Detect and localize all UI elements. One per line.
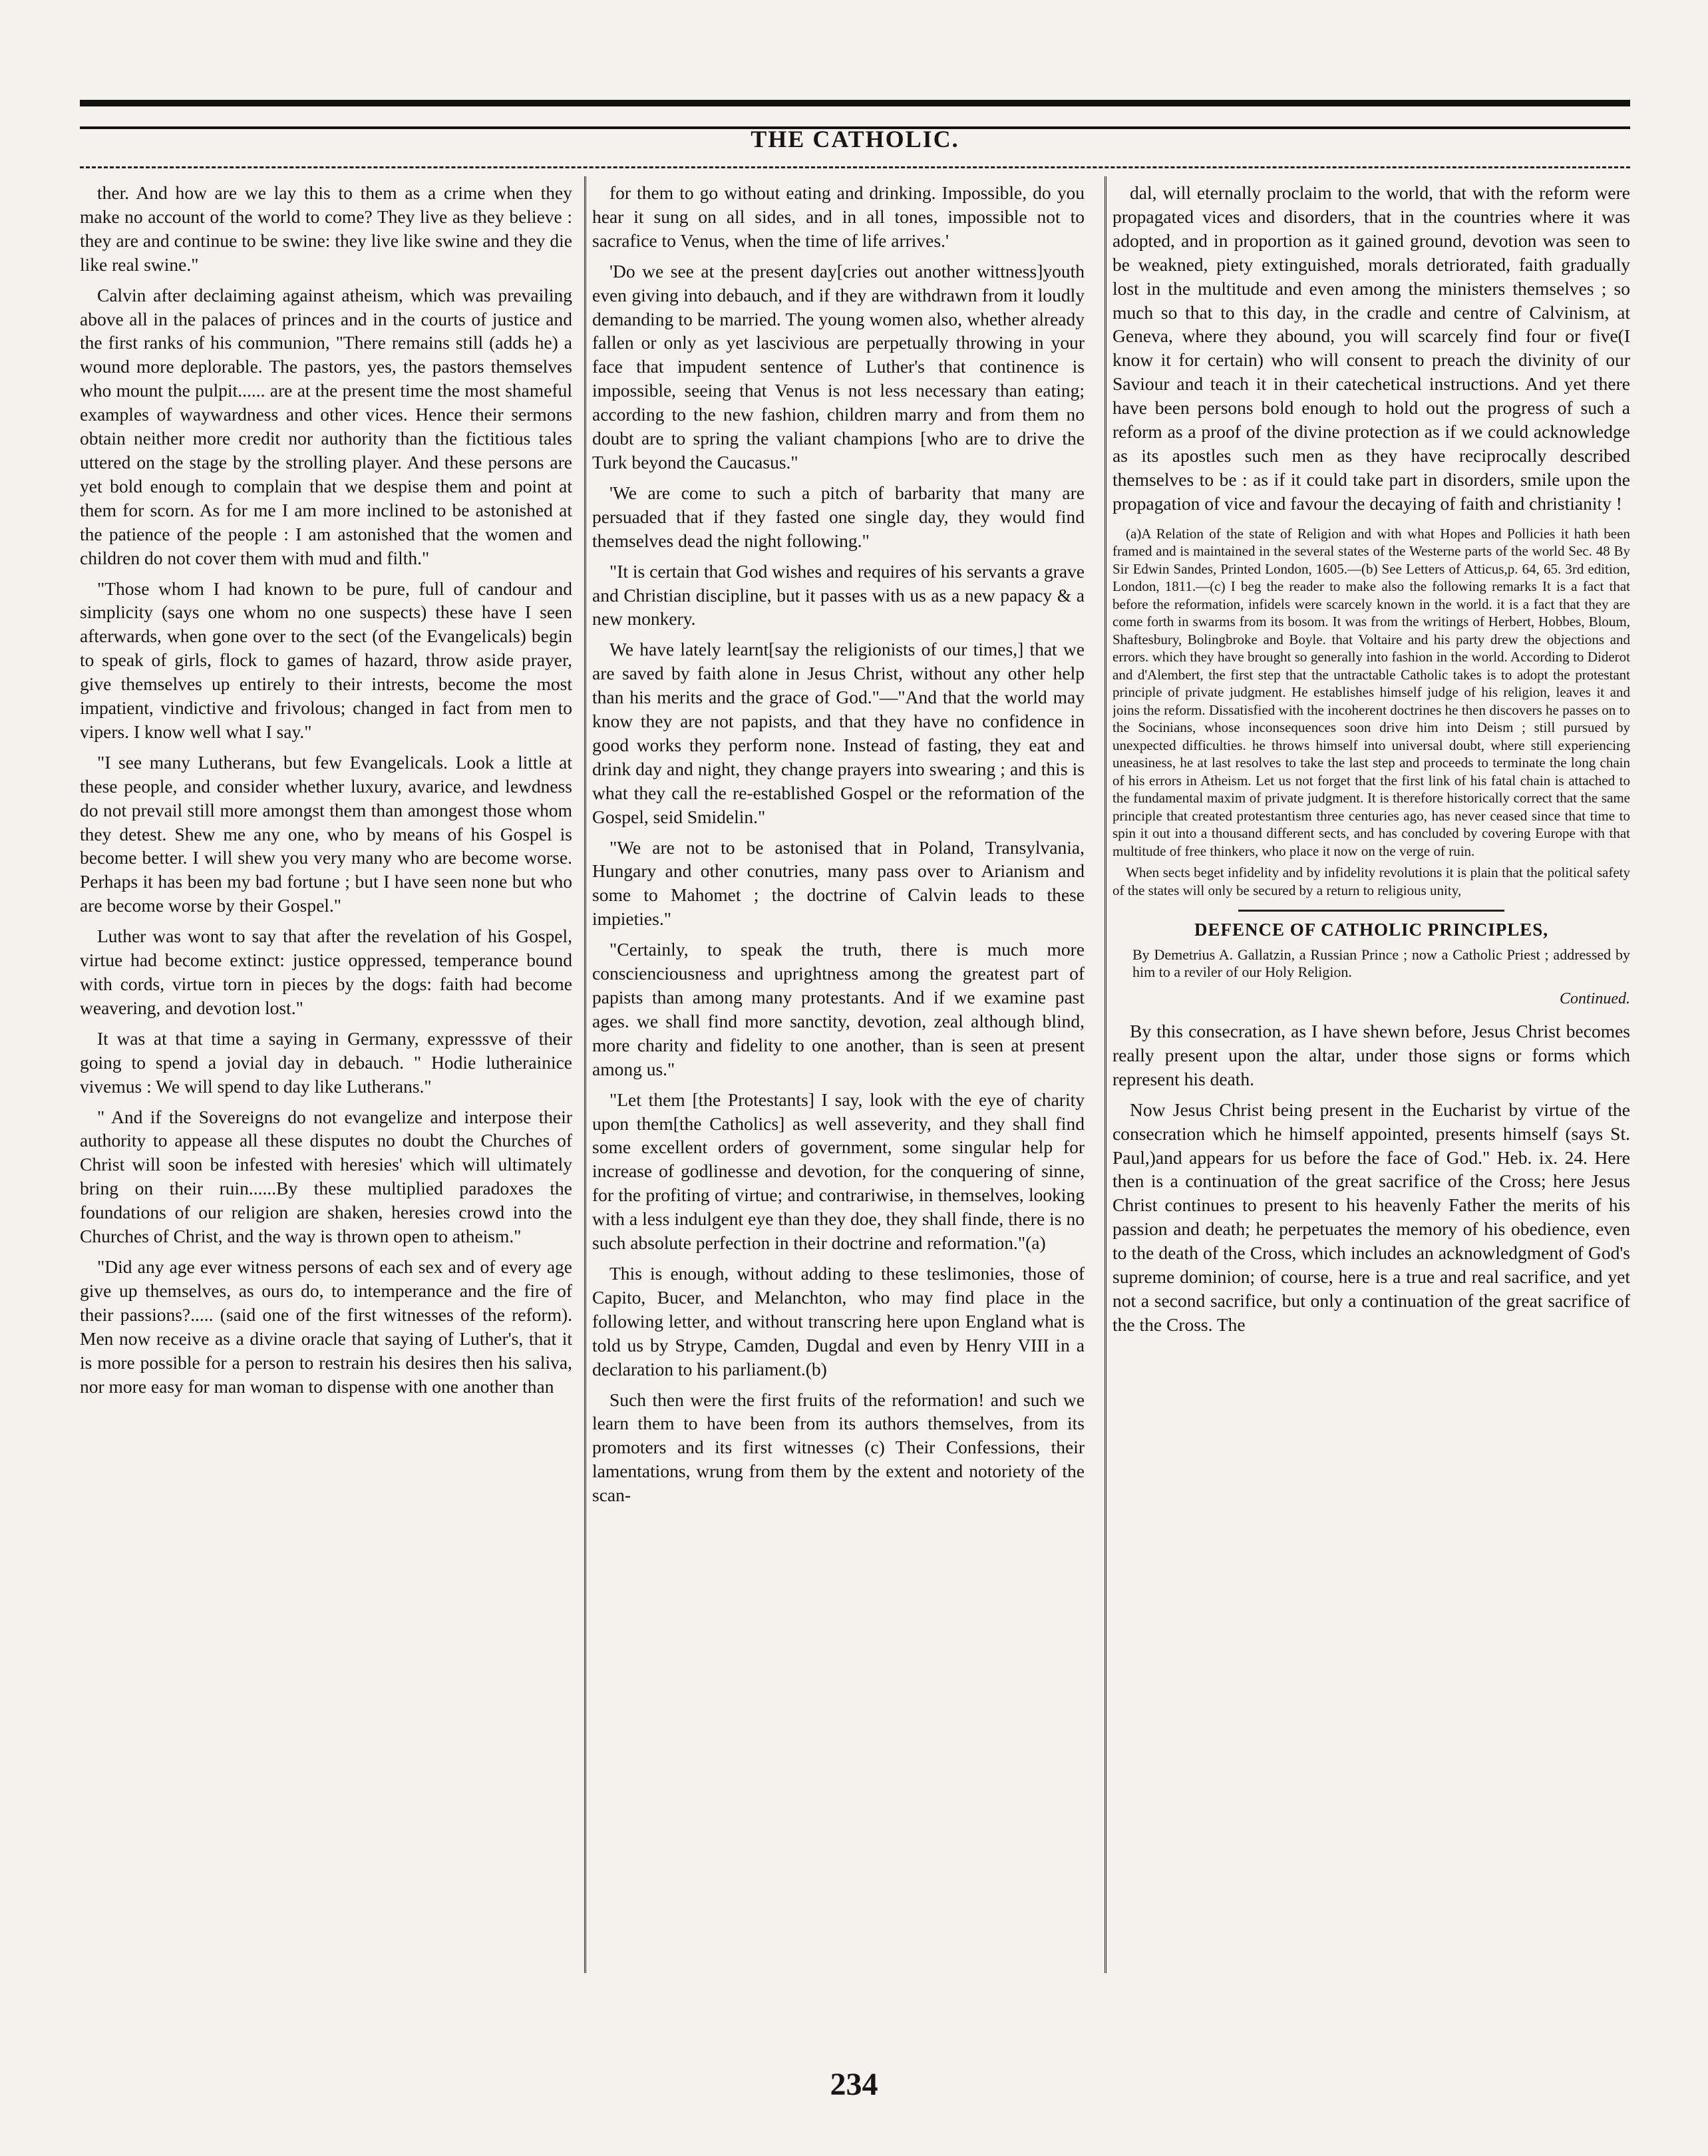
column-left [80,181,572,1971]
paragraph: " And if the Sovereigns do not evangelize and interpose their authority to appease all these disputes no doubt the Churches of Christ will soon be infested with heresies' which will ultimately bring on their ruin......By these multiplied paradoxes the foundations of our religion are shaken, heresies crowd into the Churches of Christ, and the way is thrown open to atheism." [80,1106,572,1247]
paragraph: It was at that time a saying in Germany, expresssve of their going to spend a jovial day in debauch. " Hodie lutherainice vivemus : We will spend to day like Lutherans." [80,1027,572,1097]
paragraph: "It is certain that God wishes and requires of his servants a grave and Christian discipline, but it passes with us as a new papacy & a new monkery. [592,560,1085,629]
paragraph: ther. And how are we lay this to them as a crime when they make no account of the world to come? They live as they believe : they are and continue to be swine: they live like swine and they die like real swine." [80,182,572,275]
paragraph: 'Do we see at the present day[cries out another wittness]youth even giving into debauch, and if they are withdrawn from it loudly demanding to be married. The young women also, whether already fallen or only as yet lascivious are perpetually throwing in your face that impudent sentence of Luther's that continence is impossible, seeing that Venus is not less necessary than eating; according to the new fashion, children marry and from them no doubt are to spring the valiant champions [who are to drive the Turk beyond the Caucasus." [592,260,1085,472]
paragraph: Calvin after declaiming against atheism, which was prevailing above all in the palaces of princes and in the courts of justice and the first ranks of his communion, "There remains still (adds he) a wound more deplorable. The pastors, yes, the pastors themselves who mount the pulpit...... are at the present time the most shameful examples of waywardness and other vices. Hence their sermons obtain neither more credit nor authority than the fictitious tales uttered on the stage by the strolling player. And these persons are yet bold enough to complain that we despise them and point at them for scorn. As for me I am more inclined to be astonished at the patience of the people : I am astonished that the women and children do not cover them with mud and filth." [80,284,572,568]
article-byline: By Demetrius A. Gallatzin, a Russian Prince ; now a Catholic Priest ; addressed by him to a reviler of our Holy Religion. [1132,946,1630,981]
article-heading: DEFENCE OF CATHOLIC PRINCIPLES, [1194,920,1549,940]
paragraph: Luther was wont to say that after the revelation of his Gospel, virtue had become extinct: justice oppressed, temperance bound with cords, virtue torn in pieces by the dogs: faith had become weavering, and devotion lost." [80,926,572,1018]
column-divider [1105,176,1107,1973]
masthead-title: THE CATHOLIC. [751,126,959,152]
paragraph: "Let them [the Protestants] I say, look with the eye of charity upon them[the Catholics] as well asseverity, and they shall find some excellent orders of government, some singular help for increase of godlinesse and devotion, for the conquering of sinne, for the profiting of virtue; and contrariwise, in themselves, looking with a less indulgent eye than they doe, they shall finde, there is no such absolute perfection in their doctrine and reformation."(a) [592,1089,1085,1254]
paragraph: dal, will eternally proclaim to the world, that with the reform were propagated vices and disorders, that in the countries where it was adopted, and in proportion as it gained ground, devotion was seen to be weakned, piety extinguished, morals detriorated, faith gradually lost in the multitude and even among the ministers themselves ; so much so that to this day, in the cradle and centre of Calvinism, at Geneva, where they abound, you will scarcely find four or five(I know it for certain) who will consent to preach the divinity of our Saviour and teach it in their catechetical instructions. And yet there have been persons bold enough to hold out the progress of such a reform as a proof of the divine protection as if we could acknowledge as its apostles such men as they have reciprocally described themselves to be : as if it could take part in disorders, smile upon the propagation of vice and favour the decaying of faith and christianity ! [1112,182,1630,514]
paragraph: "Those whom I had known to be pure, full of candour and simplicity (says one whom no one suspects) these have I seen afterwards, when gone over to the sect (of the Evangelicals) begin to speak of girls, flock to games of hazard, throw aside prayer, give themselves up entirely to their intrests, become the most impatient, vindictive and frivolous; changed in fact from men to vipers. I know well what I say." [80,578,572,742]
footnotes [1112,525,1630,900]
section-divider [1238,910,1504,912]
footnote: When sects beget infidelity and by infidelity revolutions it is plain that the political safety of the states will only be secured by a return to religious unity, [1112,864,1630,898]
paragraph: Now Jesus Christ being present in the Eucharist by virtue of the consecration which he himself appointed, presents himself (says St. Paul,)and appears for us before the face of God." Heb. ix. 24. Here then is a continuation of the great sacrifice of the Cross; here Jesus Christ continues to present to his heavenly Father the merits of his passion and death; he perpetuates the memory of his obedience, even to the death of the Cross, which includes an acknowledgment of God's supreme dominion; of course, here is a true and real sacrifice, and yet not a second sacrifice, but only a continuation of the great sacrifice of the the Cross. The [1112,1099,1630,1335]
paragraph: We have lately learnt[say the religionists of our times,] that we are saved by faith alone in Jesus Christ, without any other help than his merits and the grace of God."—"And that the world may know they are not papists, and that they have no confidence in good works they perform none. Instead of fasting, they eat and drink day and night, they change prayers into swearing ; and this is what they call the re-established Gospel or the reformation of the Gospel, seid Smidelin." [592,639,1085,827]
paragraph: 'We are come to such a pitch of barbarity that many are persuaded that if they fasted one single day, they would find themselves dead the night following." [592,482,1085,551]
paragraph: By this consecration, as I have shewn before, Jesus Christ becomes really present upon the altar, under those signs or forms which represent his death. [1112,1021,1630,1089]
footnote: (a)A Relation of the state of Religion and with what Hopes and Pollicies it hath been framed and is maintained in the several states of the Westerne parts of the world Sec. 48 By Sir Edwin Sandes, Printed London, 1605.—(b) See Letters of Atticus,p. 64, 65. 3rd edition, London, 1811.—(c) I beg the reader to make also the following remarks It is a fact that before the reformation, infidels were scarcely known in the world. it is a fact that they are come forth in swarms from its bosom. It was from the writings of Herbert, Hobbes, Bloum, Shaftesbury, Bolingbroke and Boyle. that Voltaire and his party drew the objections and errors. which they have brought so generally into fashion in the world. According to Diderot and d'Alembert, the first step that the untractable Catholic takes is to adopt the protestant principle of private judgment. He establishes himself judge of his religion, leaves it and joins the reform. Dissatisfied with the incoherent doctrines he then discovers he passes on to the Socinians, whose inconsequences soon drive him into Deism ; still pursued by unexpected difficulties. he throws himself into universal doubt, where still experiencing uneasiness, he at last resolves to take the last step and proceeds to terminate the long chain of his errors in Atheism. Let us not forget that the first link of his fatal chain is attached to the fundamental maxim of private judgment. It is therefore historically correct that the same principle that created protestantism three centuries ago, has never ceased since that time to spin it out into a thousand different sects, and has concluded by covering Europe with that multitude of free thinkers, who place it now on the verge of ruin. [1112,525,1630,859]
paragraph: Such then were the first fruits of the reformation! and such we learn them to have been from its authors themselves, from its promoters and its first witnesses (c) Their Confessions, their lamentations, wrung from them by the extent and notoriety of the scan- [592,1389,1085,1506]
paragraph: for them to go without eating and drinking. Impossible, do you hear it sung on all sides, and in all tones, impossible not to sacrafice to Venus, when the time of life arrives.' [592,182,1085,251]
continued-label: Continued. [1560,990,1630,1008]
paragraph: "We are not to be astonised that in Poland, Transylvania, Hungary and other conutries, many pass over to Arianism and some to Mahomet ; the doctrine of Calvin leads to these impieties." [592,836,1085,930]
paragraph: "I see many Lutherans, but few Evangelicals. Look a little at these people, and consider whether luxury, avarice, and lewdness do not prevail still more amongst them than amongest those whom they detest. Shew me any one, who by means of his Gospel is become better. I will shew you very many who are become worse. Perhaps it has been my bad fortune ; but I have seen none but who are become worse by their Gospel." [80,751,572,916]
page-number: 234 [830,2067,878,2102]
column-divider [584,176,586,1973]
paragraph: This is enough, without adding to these teslimonies, those of Capito, Bucer, and Melanchton, who may find place in the following letter, and without transcring here upon England what is told us by Strype, Camden, Dugdal and even by Henry VIII in a declaration to his parliament.(b) [592,1262,1085,1379]
paragraph: "Certainly, to speak the truth, there is much more conscienciousness and uprightness among the greatest part of papists than among many protestants. And if we examine past ages. we shall find more sanctity, devotion, zeal although blind, more charity and fidelity to one another, than is seen at present among us." [592,939,1085,1079]
column-right [1112,181,1630,1971]
paragraph: "Did any age ever witness persons of each sex and of every age give up themselves, as ours do, to intemperance and the fire of their passions?..... (said one of the first witnesses of the reform). Men now receive as a divine oracle that saying of Luther's, that it is more possible for a person to restrain his desires then his saliva, nor more easy for man woman to dispense with one another than [80,1256,572,1397]
column-middle [592,181,1085,1971]
masthead-rule-bottom [80,166,1630,168]
